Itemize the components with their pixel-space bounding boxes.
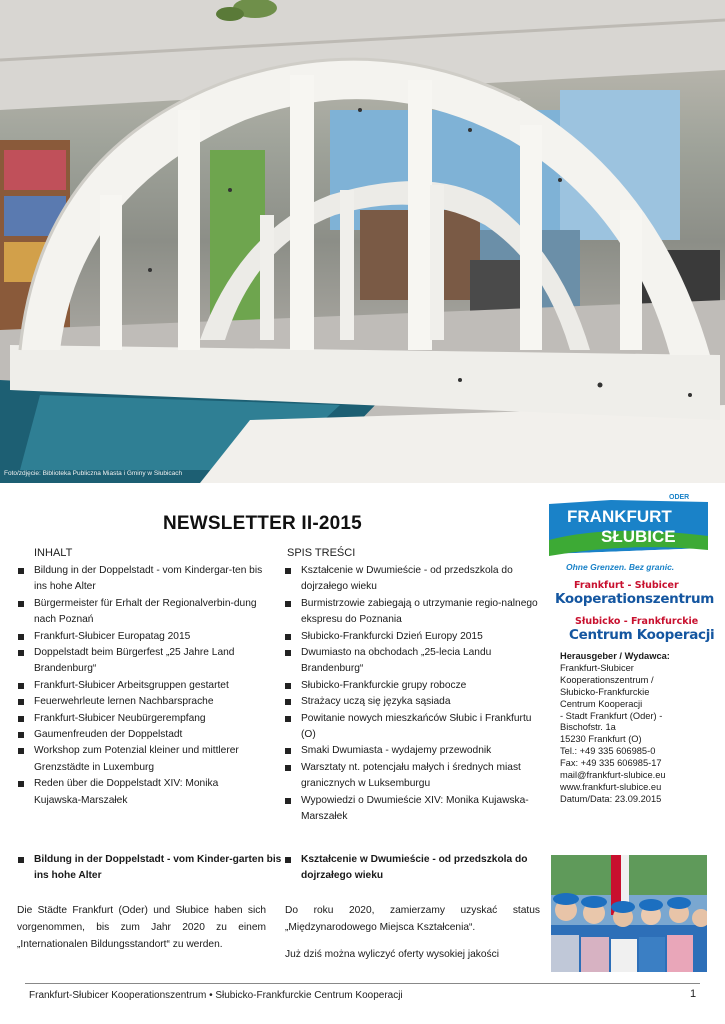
org-de-line1: Frankfurt - Słubicer	[574, 580, 679, 591]
spis-item[interactable]: Kształcenie w Dwumieście - od przedszkola do dojrzałego wieku	[284, 563, 540, 596]
imprint-website-link[interactable]: www.frankfurt-slubice.eu	[560, 781, 662, 792]
imprint-line: Kooperationszentrum /	[560, 674, 654, 685]
inhalt-item[interactable]: Frankfurt-Słubicer Neubürgerempfang	[17, 711, 266, 727]
spis-item[interactable]: Smaki Dwumiasta - wydajemy przewodnik	[284, 743, 540, 759]
spis-item[interactable]: Dwumiasto na obchodach „25-lecia Landu Brandenburg“	[284, 645, 540, 678]
inhalt-item[interactable]: Bildung in der Doppelstadt - vom Kindergar-ten bis ins hohe Alter	[17, 563, 266, 596]
logo-oder: ODER	[669, 494, 690, 501]
inhalt-heading: INHALT	[34, 547, 73, 559]
page-number: 1	[690, 988, 697, 1000]
logo-slubice: SŁUBICE	[601, 527, 676, 546]
inhalt-item[interactable]: Workshop zum Potenzial kleiner und mittlerer Grenzstädte in Luxemburg	[17, 743, 266, 776]
photo-credit: Foto/zdjęcie: Biblioteka Publiczna Miasta i Gminy w Słubicach	[4, 470, 183, 477]
spis-item[interactable]: Wypowiedzi o Dwumieście XIV: Monika Kujawska-Marszałek	[284, 793, 540, 826]
org-pl-line2: Centrum Kooperacji	[569, 627, 715, 643]
article-pl-paragraph: Do roku 2020, zamierzamy uzyskać status „Międzynarodowego Miejsca Kształcenia“.	[285, 905, 540, 933]
spis-item[interactable]: Słubicko-Frankfurcki Dzień Europy 2015	[284, 629, 540, 645]
imprint-line: Centrum Kooperacji	[560, 698, 643, 709]
article-de-heading: Bildung in der Doppelstadt - vom Kinder-garten bis ins hohe Alter	[17, 852, 283, 885]
imprint-heading: Herausgeber / Wydawca:	[560, 651, 670, 661]
imprint-date: Datum/Data: 23.09.2015	[560, 793, 662, 804]
cover-photo	[0, 0, 725, 483]
newsletter-title: NEWSLETTER II-2015	[163, 513, 362, 534]
inhalt-item[interactable]: Feuerwehrleute lernen Nachbarsprache	[17, 694, 266, 710]
inhalt-item[interactable]: Doppelstadt beim Bürgerfest „25 Jahre Land Brandenburg“	[17, 645, 266, 678]
imprint-line: Frankfurt-Słubicer	[560, 662, 634, 673]
inhalt-item[interactable]: Frankfurt-Słubicer Arbeitsgruppen gestartet	[17, 678, 266, 694]
inhalt-item[interactable]: Bürgermeister für Erhalt der Regionalverbin-dung nach Poznań	[17, 596, 266, 629]
org-de-line2: Kooperationszentrum	[555, 591, 715, 607]
article-pl-heading: Kształcenie w Dwumieście - od przedszkola do dojrzałego wieku	[284, 852, 557, 885]
inhalt-item[interactable]: Frankfurt-Słubicer Europatag 2015	[17, 629, 266, 645]
slogan: Ohne Grenzen. Bez granic.	[566, 562, 675, 572]
org-pl-line1: Słubicko - Frankfurckie	[575, 616, 699, 627]
spis-item[interactable]: Burmistrzowie zabiegają o utrzymanie regio-nalnego ekspresu do Poznania	[284, 596, 540, 629]
inhalt-item[interactable]: Gaumenfreuden der Doppelstadt	[17, 727, 266, 743]
imprint-fax: Fax: +49 335 606985-17	[560, 758, 662, 769]
imprint-line: 15230 Frankfurt (O)	[560, 734, 642, 745]
imprint-line: Słubicko-Frankfurckie	[560, 686, 650, 697]
spis-item[interactable]: Słubicko-Frankfurckie grupy robocze	[284, 678, 540, 694]
bridge-model-photo	[0, 0, 725, 483]
spis-list	[284, 563, 540, 826]
imprint-line: Bischofstr. 1a	[560, 722, 616, 733]
inhalt-list	[17, 563, 266, 809]
imprint	[560, 651, 670, 806]
logo-frankfurt: FRANKFURT	[567, 507, 672, 526]
spis-item[interactable]: Powitanie nowych mieszkańców Słubic i Frankfurtu (O)	[284, 711, 540, 744]
imprint-email-link[interactable]: mail@frankfurt-slubice.eu	[560, 770, 666, 781]
article-de-paragraph: Die Städte Frankfurt (Oder) und Słubice haben sich vorgenommen, bis zum Jahr 2020 zu einem „Internationalen Bildungsstandort“ zu werden.	[17, 905, 266, 950]
imprint-line: - Stadt Frankfurt (Oder) -	[560, 710, 663, 721]
article-pl-body	[285, 902, 540, 973]
imprint-phone: Tel.: +49 335 606985-0	[560, 746, 656, 757]
inhalt-item[interactable]: Reden über die Doppelstadt XIV: Monika Kujawska-Marszałek	[17, 776, 266, 809]
spis-item[interactable]: Warsztaty nt. potencjału małych i średnych miast granicznych w Luksemburgu	[284, 760, 540, 793]
spis-item[interactable]: Strażacy uczą się języka sąsiada	[284, 694, 540, 710]
spis-heading: SPIS TREŚCI	[287, 547, 356, 559]
children-photo	[551, 855, 707, 972]
article-de-body	[17, 902, 266, 963]
footer-text: Frankfurt-Słubicer Kooperationszentrum • Słubicko-Frankfurckie Centrum Kooperacji	[29, 990, 403, 1001]
footer-divider	[25, 983, 700, 984]
article-pl-paragraph: Już dziś można wyliczyć oferty wysokiej jakości	[285, 949, 499, 960]
